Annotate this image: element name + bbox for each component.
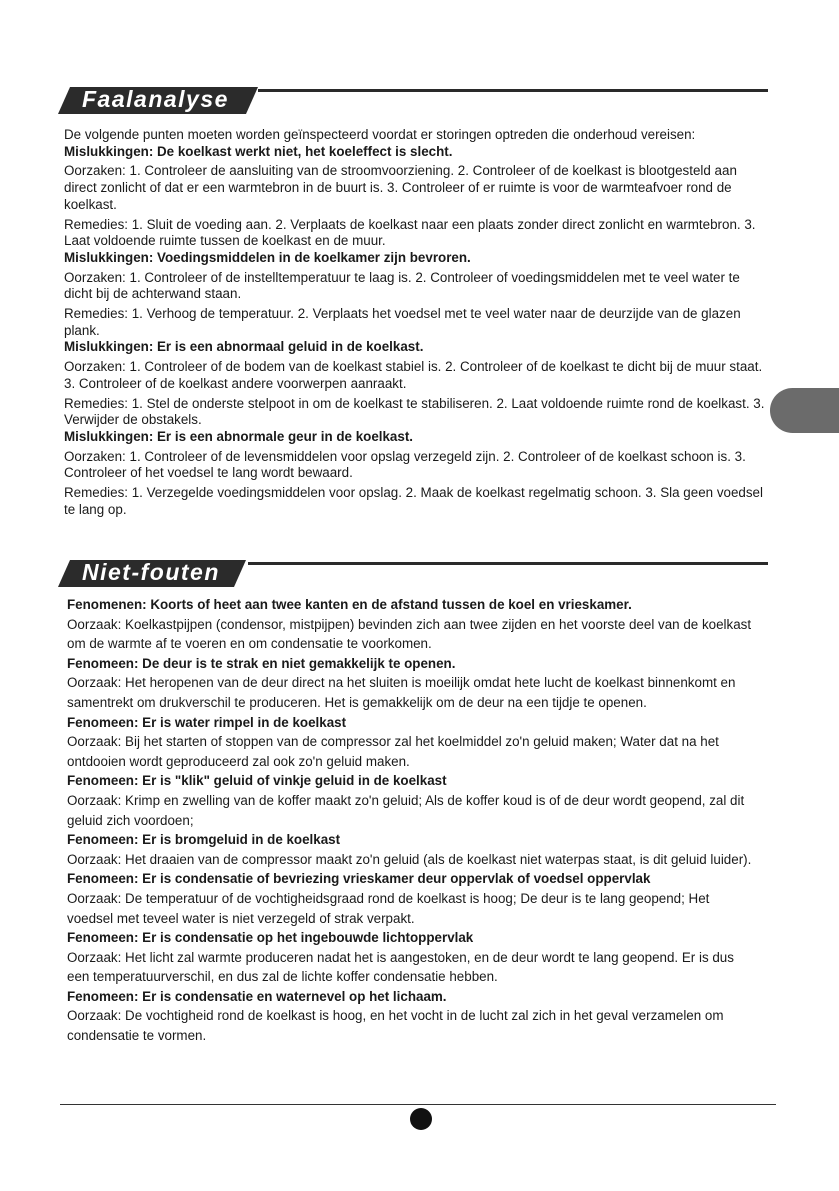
section-title: Faalanalyse xyxy=(82,86,229,112)
paragraph: Remedies: 1. Verzegelde voedingsmiddelen voor opslag. 2. Maak de koelkast regelmatig schoon. 3. Sla geen voedsel te lang op. xyxy=(64,485,763,517)
paragraph-heading: Fenomeen: Er is condensatie op het ingebouwde lichtoppervlak xyxy=(67,930,474,946)
paragraph: Oorzaak: Het draaien van de compressor maakt zo'n geluid (als de koelkast niet waterpas staat, is dit geluid luider). xyxy=(67,851,752,867)
paragraph-heading: Fenomeen: De deur is te strak en niet gemakkelijk te openen. xyxy=(67,655,456,671)
paragraph-heading: Fenomeen: Er is condensatie en waternevel op het lichaam. xyxy=(67,988,447,1004)
paragraph-heading: Fenomeen: Er is "klik" geluid of vinkje geluid in de koelkast xyxy=(67,773,447,789)
paragraph: De volgende punten moeten worden geïnspecteerd voordat er storingen optreden die onderhoud vereisen: xyxy=(64,127,696,142)
paragraph-heading: Mislukkingen: Er is een abnormale geur in de koelkast. xyxy=(64,428,414,444)
paragraph: Oorzaken: 1. Controleer of de instelltemperatuur te laag is. 2. Controleer of voedingsmiddelen met te veel water te dicht bij de achterwand staan. xyxy=(64,269,740,302)
header-rule xyxy=(258,89,768,92)
paragraph: Remedies: 1. Stel de onderste stelpoot in om de koelkast te stabiliseren. 2. Laat voldoende ruimte rond de koelkast. 3. Verwijder de obstakels. xyxy=(64,395,765,428)
chapter-side-tab xyxy=(770,388,839,433)
section-body-faalanalyse xyxy=(64,127,770,518)
paragraph-heading: Fenomeen: Er is bromgeluid in de koelkast xyxy=(67,832,341,848)
footer-rule xyxy=(60,1104,776,1105)
paragraph: Oorzaak: Bij het starten of stoppen van de compressor zal het koelmiddel zo'n geluid maken; Water dat na het ontdooien wordt geproduceerd zal ook zo'n geluid maken. xyxy=(67,734,719,769)
paragraph: Remedies: 1. Verhoog de temperatuur. 2. Verplaats het voedsel met te veel water naar de deurzijde van de glazen plank. xyxy=(64,306,741,338)
paragraph-heading: Mislukkingen: Er is een abnormaal geluid in de koelkast. xyxy=(64,339,424,355)
paragraph: Oorzaak: Koelkastpijpen (condensor, mistpijpen) bevinden zich aan twee zijden en het voorste deel van de koelkast om de warmte af te voeren en om condensatie te voorkomen. xyxy=(67,616,752,652)
paragraph: Oorzaak: De vochtigheid rond de koelkast is hoog, en het vocht in de lucht zal zich in het geval verzamelen om condensatie te vormen. xyxy=(67,1008,724,1044)
paragraph: Oorzaak: Het heropenen van de deur direct na het sluiten is moeilijk omdat hete lucht de koelkast binnenkomt en samentrekt om drukverschil te produceren. Het is gemakkelijk om de deur na een tijdje te openen. xyxy=(67,675,736,710)
paragraph-heading: Fenomeen: Er is condensatie of bevriezing vrieskamer deur oppervlak of voedsel oppervlak xyxy=(67,871,651,887)
section-header-niet-fouten xyxy=(58,559,768,587)
paragraph: Oorzaken: 1. Controleer de aansluiting van de stroomvoorziening. 2. Controleer of de koelkast is blootgesteld aan direct zonlicht of dat er een warmtebron in de buurt is. 3. Controleer of er ruimte is voor de warmteafvoer rond de koelkast. xyxy=(64,163,737,212)
section-body-niet-fouten xyxy=(67,595,757,1046)
paragraph: Oorzaak: Het licht zal warmte produceren nadat het is aangestoken, en de deur wordt te lang geopend. Er is dus een temperatuurverschil, en dus zal de lichte koffer condensatie hebben. xyxy=(67,949,734,985)
paragraph-heading: Fenomenen: Koorts of heet aan twee kanten en de afstand tussen de koel en vrieskamer. xyxy=(67,597,632,612)
paragraph: Remedies: 1. Sluit de voeding aan. 2. Verplaats de koelkast naar een plaats zonder direct zonlicht en warmtebron. 3. Laat voldoende ruimte tussen de koelkast en de muur. xyxy=(64,216,756,249)
section-header-faalanalyse xyxy=(58,86,768,114)
paragraph-heading: Fenomeen: Er is water rimpel in de koelkast xyxy=(67,714,347,730)
paragraph: Oorzaak: Krimp en zwelling van de koffer maakt zo'n geluid; Als de koffer koud is of de deur wordt geopend, zal dit geluid zich voordoen; xyxy=(67,792,745,828)
paragraph: Oorzaak: De temperatuur of de vochtigheidsgraad rond de koelkast is hoog; De deur is te lang geopend; Het voedsel met teveel water is niet verzegeld of strak verpakt. xyxy=(67,890,710,926)
paragraph-heading: Mislukkingen: De koelkast werkt niet, het koeleffect is slecht. xyxy=(64,143,453,159)
paragraph: Oorzaken: 1. Controleer of de levensmiddelen voor opslag verzegeld zijn. 2. Controleer of de koelkast schoon is. 3. Controleer of het voedsel te lang wordt bewaard. xyxy=(64,448,746,481)
paragraph-heading: Mislukkingen: Voedingsmiddelen in de koelkamer zijn bevroren. xyxy=(64,249,471,265)
paragraph: Oorzaken: 1. Controleer of de bodem van de koelkast stabiel is. 2. Controleer of de koelkast te dicht bij de muur staat. 3. Controleer of de koelkast andere voorwerpen aanraakt. xyxy=(64,359,763,391)
section-title: Niet-fouten xyxy=(82,559,220,585)
page-number-dot xyxy=(410,1108,432,1130)
header-rule xyxy=(248,562,768,565)
